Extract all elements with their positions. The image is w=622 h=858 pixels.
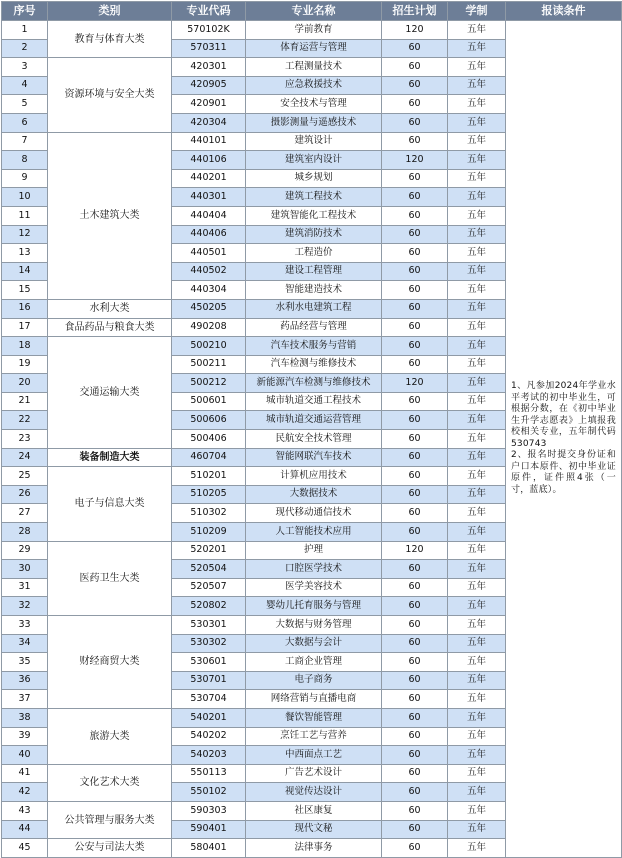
major-name: 医学美容技术 (246, 578, 382, 597)
program-length: 五年 (448, 653, 506, 672)
major-code: 530701 (172, 671, 246, 690)
enrollment-plan: 60 (382, 597, 448, 616)
row-number: 41 (2, 764, 48, 783)
major-code: 440201 (172, 169, 246, 188)
program-length: 五年 (448, 839, 506, 858)
program-length: 五年 (448, 820, 506, 839)
enrollment-plan: 60 (382, 560, 448, 579)
program-length: 五年 (448, 597, 506, 616)
enrollment-plan: 60 (382, 504, 448, 523)
row-number: 40 (2, 746, 48, 765)
major-name: 建筑消防技术 (246, 225, 382, 244)
program-length: 五年 (448, 188, 506, 207)
major-name: 汽车检测与维修技术 (246, 355, 382, 374)
major-code: 530301 (172, 616, 246, 635)
row-number: 36 (2, 671, 48, 690)
row-number: 44 (2, 820, 48, 839)
major-name: 护理 (246, 541, 382, 560)
enrollment-plan: 60 (382, 262, 448, 281)
major-name: 现代移动通信技术 (246, 504, 382, 523)
major-name: 工程造价 (246, 244, 382, 263)
program-length: 五年 (448, 281, 506, 300)
row-number: 28 (2, 523, 48, 542)
row-number: 39 (2, 727, 48, 746)
major-code: 590401 (172, 820, 246, 839)
program-length: 五年 (448, 244, 506, 263)
program-length: 五年 (448, 783, 506, 802)
major-name: 汽车技术服务与营销 (246, 337, 382, 356)
major-code: 530704 (172, 690, 246, 709)
program-length: 五年 (448, 448, 506, 467)
program-length: 五年 (448, 299, 506, 318)
condition-item-2: 2、报名时提交身份证和户口本原件、初中毕业证原件，证件照4张（一寸，蓝底）。 (511, 450, 616, 495)
application-conditions (506, 21, 622, 858)
program-length: 五年 (448, 708, 506, 727)
major-name: 智能建造技术 (246, 281, 382, 300)
category-cell: 医药卫生大类 (48, 541, 172, 615)
program-length: 五年 (448, 225, 506, 244)
enrollment-plan: 60 (382, 764, 448, 783)
major-name: 烹饪工艺与营养 (246, 727, 382, 746)
row-number: 33 (2, 616, 48, 635)
header-years: 学制 (448, 2, 506, 21)
enrollment-plan: 60 (382, 299, 448, 318)
enrollment-plan: 60 (382, 467, 448, 486)
major-code: 500210 (172, 337, 246, 356)
program-length: 五年 (448, 169, 506, 188)
major-code: 450205 (172, 299, 246, 318)
program-length: 五年 (448, 58, 506, 77)
major-name: 餐饮智能管理 (246, 708, 382, 727)
program-length: 五年 (448, 727, 506, 746)
major-name: 口腔医学技术 (246, 560, 382, 579)
major-name: 建筑工程技术 (246, 188, 382, 207)
enrollment-plan: 60 (382, 132, 448, 151)
major-name: 法律事务 (246, 839, 382, 858)
major-name: 建筑室内设计 (246, 151, 382, 170)
enrollment-plan: 60 (382, 318, 448, 337)
category-cell: 食品药品与粮食大类 (48, 318, 172, 337)
row-number: 2 (2, 39, 48, 58)
major-code: 540201 (172, 708, 246, 727)
row-number: 23 (2, 430, 48, 449)
program-length: 五年 (448, 132, 506, 151)
enrollment-plan: 60 (382, 634, 448, 653)
enrollment-plan: 60 (382, 169, 448, 188)
enrollment-plan: 120 (382, 541, 448, 560)
row-number: 37 (2, 690, 48, 709)
row-number: 38 (2, 708, 48, 727)
major-name: 广告艺术设计 (246, 764, 382, 783)
enrollment-plan: 60 (382, 708, 448, 727)
major-name: 建筑设计 (246, 132, 382, 151)
major-code: 500606 (172, 411, 246, 430)
row-number: 18 (2, 337, 48, 356)
category-cell: 财经商贸大类 (48, 616, 172, 709)
row-number: 16 (2, 299, 48, 318)
major-code: 460704 (172, 448, 246, 467)
category-cell: 电子与信息大类 (48, 467, 172, 541)
category-cell: 旅游大类 (48, 708, 172, 764)
major-name: 人工智能技术应用 (246, 523, 382, 542)
program-length: 五年 (448, 485, 506, 504)
major-code: 510302 (172, 504, 246, 523)
major-code: 500406 (172, 430, 246, 449)
major-code: 440301 (172, 188, 246, 207)
enrollment-plan: 120 (382, 21, 448, 40)
major-code: 420901 (172, 95, 246, 114)
major-name: 视觉传达设计 (246, 783, 382, 802)
enrollment-plan: 60 (382, 523, 448, 542)
major-name: 现代文秘 (246, 820, 382, 839)
major-name: 婴幼儿托育服务与管理 (246, 597, 382, 616)
major-code: 510201 (172, 467, 246, 486)
program-length: 五年 (448, 690, 506, 709)
enrollment-plan: 60 (382, 113, 448, 132)
header-code: 专业代码 (172, 2, 246, 21)
major-name: 大数据与会计 (246, 634, 382, 653)
program-length: 五年 (448, 430, 506, 449)
program-length: 五年 (448, 21, 506, 40)
major-name: 建设工程管理 (246, 262, 382, 281)
row-number: 12 (2, 225, 48, 244)
category-cell: 装备制造大类 (48, 448, 172, 467)
enrollment-plan: 60 (382, 392, 448, 411)
major-name: 建筑智能化工程技术 (246, 206, 382, 225)
row-number: 6 (2, 113, 48, 132)
major-name: 应急救援技术 (246, 76, 382, 95)
program-length: 五年 (448, 671, 506, 690)
row-number: 30 (2, 560, 48, 579)
enrollment-plan: 60 (382, 225, 448, 244)
major-name: 城市轨道交通工程技术 (246, 392, 382, 411)
program-length: 五年 (448, 746, 506, 765)
table-row (2, 21, 622, 40)
enrollment-plan: 60 (382, 39, 448, 58)
row-number: 29 (2, 541, 48, 560)
row-number: 10 (2, 188, 48, 207)
header-row (2, 2, 622, 21)
program-length: 五年 (448, 206, 506, 225)
enrollment-plan: 60 (382, 355, 448, 374)
program-length: 五年 (448, 634, 506, 653)
row-number: 22 (2, 411, 48, 430)
program-length: 五年 (448, 39, 506, 58)
major-name: 城乡规划 (246, 169, 382, 188)
major-code: 550113 (172, 764, 246, 783)
major-code: 570311 (172, 39, 246, 58)
major-code: 540203 (172, 746, 246, 765)
program-length: 五年 (448, 504, 506, 523)
major-code: 440304 (172, 281, 246, 300)
row-number: 25 (2, 467, 48, 486)
enrollment-plan: 60 (382, 411, 448, 430)
enrollment-plan: 60 (382, 727, 448, 746)
row-number: 19 (2, 355, 48, 374)
enrollment-plan: 60 (382, 58, 448, 77)
row-number: 5 (2, 95, 48, 114)
row-number: 14 (2, 262, 48, 281)
major-name: 工程测量技术 (246, 58, 382, 77)
major-code: 500212 (172, 374, 246, 393)
major-code: 440502 (172, 262, 246, 281)
major-code: 510205 (172, 485, 246, 504)
row-number: 42 (2, 783, 48, 802)
program-length: 五年 (448, 337, 506, 356)
enrollment-plan: 60 (382, 746, 448, 765)
major-code: 500211 (172, 355, 246, 374)
major-name: 电子商务 (246, 671, 382, 690)
program-length: 五年 (448, 411, 506, 430)
admissions-table-container (1, 1, 621, 858)
major-code: 540202 (172, 727, 246, 746)
row-number: 32 (2, 597, 48, 616)
row-number: 27 (2, 504, 48, 523)
admissions-table (1, 1, 622, 858)
header-plan: 招生计划 (382, 2, 448, 21)
program-length: 五年 (448, 355, 506, 374)
row-number: 1 (2, 21, 48, 40)
major-name: 大数据与财务管理 (246, 616, 382, 635)
program-length: 五年 (448, 113, 506, 132)
enrollment-plan: 60 (382, 485, 448, 504)
row-number: 17 (2, 318, 48, 337)
row-number: 34 (2, 634, 48, 653)
enrollment-plan: 120 (382, 151, 448, 170)
program-length: 五年 (448, 578, 506, 597)
major-code: 500601 (172, 392, 246, 411)
row-number: 15 (2, 281, 48, 300)
enrollment-plan: 60 (382, 448, 448, 467)
enrollment-plan: 60 (382, 671, 448, 690)
enrollment-plan: 60 (382, 616, 448, 635)
row-number: 43 (2, 801, 48, 820)
major-name: 中西面点工艺 (246, 746, 382, 765)
program-length: 五年 (448, 616, 506, 635)
table-body (2, 21, 622, 858)
major-name: 网络营销与直播电商 (246, 690, 382, 709)
major-code: 520802 (172, 597, 246, 616)
enrollment-plan: 60 (382, 820, 448, 839)
major-name: 工商企业管理 (246, 653, 382, 672)
header-category: 类别 (48, 2, 172, 21)
row-number: 35 (2, 653, 48, 672)
major-code: 420304 (172, 113, 246, 132)
program-length: 五年 (448, 95, 506, 114)
program-length: 五年 (448, 318, 506, 337)
major-code: 440106 (172, 151, 246, 170)
program-length: 五年 (448, 392, 506, 411)
category-cell: 教育与体育大类 (48, 21, 172, 58)
enrollment-plan: 60 (382, 95, 448, 114)
program-length: 五年 (448, 541, 506, 560)
major-code: 440501 (172, 244, 246, 263)
enrollment-plan: 60 (382, 578, 448, 597)
program-length: 五年 (448, 76, 506, 95)
category-cell: 公安与司法大类 (48, 839, 172, 858)
major-code: 520507 (172, 578, 246, 597)
category-cell: 交通运输大类 (48, 337, 172, 449)
enrollment-plan: 60 (382, 337, 448, 356)
row-number: 8 (2, 151, 48, 170)
header-no: 序号 (2, 2, 48, 21)
row-number: 24 (2, 448, 48, 467)
major-name: 水利水电建筑工程 (246, 299, 382, 318)
row-number: 11 (2, 206, 48, 225)
row-number: 9 (2, 169, 48, 188)
row-number: 7 (2, 132, 48, 151)
major-name: 体育运营与管理 (246, 39, 382, 58)
row-number: 4 (2, 76, 48, 95)
enrollment-plan: 60 (382, 839, 448, 858)
enrollment-plan: 60 (382, 430, 448, 449)
major-code: 550102 (172, 783, 246, 802)
header-conditions: 报读条件 (506, 2, 622, 21)
header-major: 专业名称 (246, 2, 382, 21)
major-code: 590303 (172, 801, 246, 820)
row-number: 13 (2, 244, 48, 263)
program-length: 五年 (448, 374, 506, 393)
row-number: 3 (2, 58, 48, 77)
row-number: 26 (2, 485, 48, 504)
enrollment-plan: 60 (382, 244, 448, 263)
row-number: 21 (2, 392, 48, 411)
major-code: 520504 (172, 560, 246, 579)
enrollment-plan: 60 (382, 76, 448, 95)
major-name: 安全技术与管理 (246, 95, 382, 114)
major-name: 摄影测量与遥感技术 (246, 113, 382, 132)
major-name: 智能网联汽车技术 (246, 448, 382, 467)
row-number: 45 (2, 839, 48, 858)
major-name: 大数据技术 (246, 485, 382, 504)
enrollment-plan: 60 (382, 188, 448, 207)
major-code: 440101 (172, 132, 246, 151)
major-name: 城市轨道交通运营管理 (246, 411, 382, 430)
major-code: 440404 (172, 206, 246, 225)
enrollment-plan: 60 (382, 653, 448, 672)
major-name: 社区康复 (246, 801, 382, 820)
category-cell: 文化艺术大类 (48, 764, 172, 801)
major-name: 新能源汽车检测与维修技术 (246, 374, 382, 393)
major-code: 490208 (172, 318, 246, 337)
row-number: 31 (2, 578, 48, 597)
category-cell: 土木建筑大类 (48, 132, 172, 299)
enrollment-plan: 60 (382, 281, 448, 300)
major-name: 学前教育 (246, 21, 382, 40)
enrollment-plan: 120 (382, 374, 448, 393)
major-code: 420301 (172, 58, 246, 77)
program-length: 五年 (448, 523, 506, 542)
program-length: 五年 (448, 262, 506, 281)
program-length: 五年 (448, 801, 506, 820)
major-code: 570102K (172, 21, 246, 40)
major-code: 530601 (172, 653, 246, 672)
category-cell: 水利大类 (48, 299, 172, 318)
major-code: 530302 (172, 634, 246, 653)
enrollment-plan: 60 (382, 206, 448, 225)
program-length: 五年 (448, 764, 506, 783)
major-name: 计算机应用技术 (246, 467, 382, 486)
major-name: 民航安全技术管理 (246, 430, 382, 449)
category-cell: 公共管理与服务大类 (48, 801, 172, 838)
major-code: 520201 (172, 541, 246, 560)
program-length: 五年 (448, 560, 506, 579)
program-length: 五年 (448, 151, 506, 170)
table-header (2, 2, 622, 21)
major-code: 580401 (172, 839, 246, 858)
program-length: 五年 (448, 467, 506, 486)
enrollment-plan: 60 (382, 801, 448, 820)
enrollment-plan: 60 (382, 783, 448, 802)
enrollment-plan: 60 (382, 690, 448, 709)
row-number: 20 (2, 374, 48, 393)
major-code: 440406 (172, 225, 246, 244)
condition-item-1: 1、凡参加2024年学业水平考试的初中毕业生，可根据分数，在《初中毕业生升学志愿表》上填报我校相关专业，五年制代码530743 (511, 381, 616, 449)
major-code: 420905 (172, 76, 246, 95)
major-name: 药品经营与管理 (246, 318, 382, 337)
major-code: 510209 (172, 523, 246, 542)
category-cell: 资源环境与安全大类 (48, 58, 172, 132)
